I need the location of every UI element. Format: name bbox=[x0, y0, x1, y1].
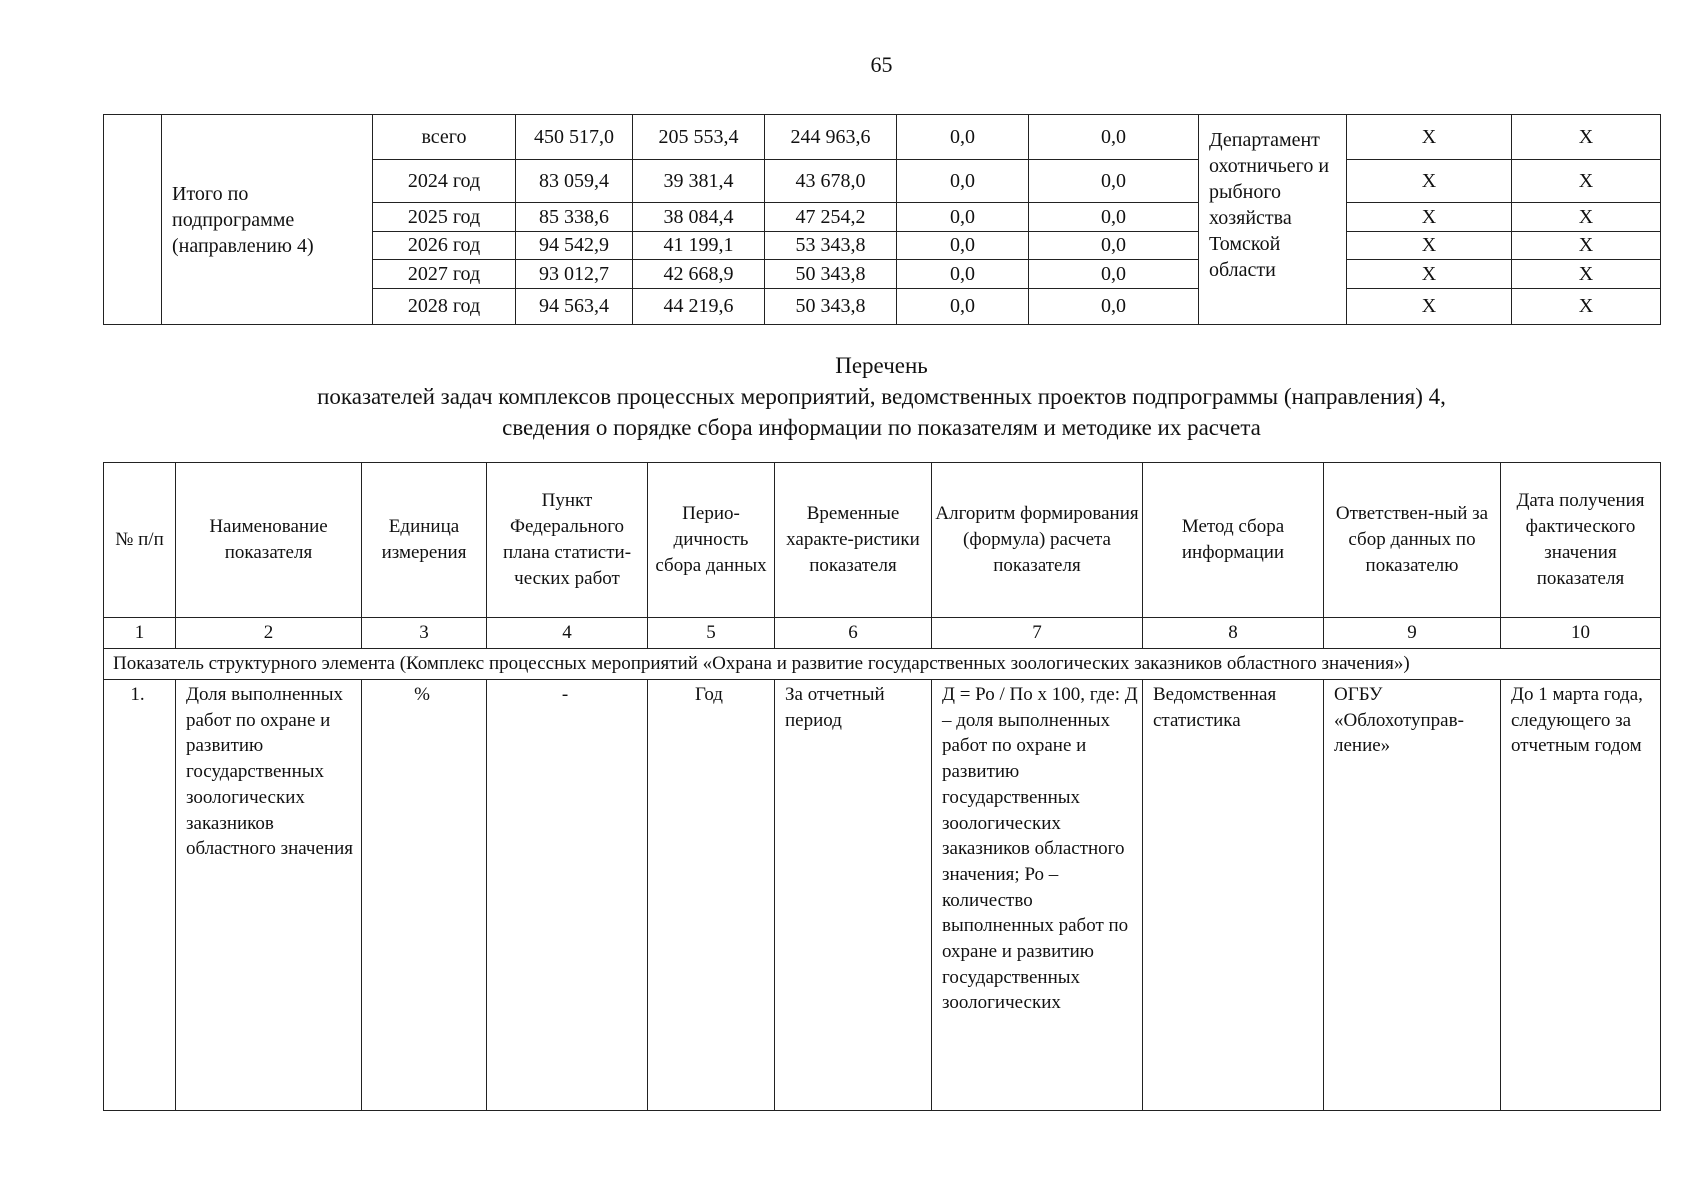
plan-item-cell: - bbox=[487, 680, 648, 1111]
periodicity-cell: Год bbox=[648, 680, 775, 1111]
department-cell: Департамент охотничьего и рыбного хозяйства Томской области bbox=[1199, 115, 1347, 325]
value-cell: 53 343,8 bbox=[765, 232, 897, 260]
empty-number-cell bbox=[104, 115, 162, 325]
header-method: Метод сбора информации bbox=[1143, 463, 1324, 618]
column-number: 1 bbox=[104, 618, 176, 649]
value-cell: 0,0 bbox=[1029, 260, 1199, 289]
column-number: 6 bbox=[775, 618, 932, 649]
value-cell: 0,0 bbox=[1029, 232, 1199, 260]
period-cell: 2028 год bbox=[373, 289, 516, 325]
value-cell: 0,0 bbox=[897, 203, 1029, 232]
value-cell: 50 343,8 bbox=[765, 260, 897, 289]
header-time-characteristics: Временные характе-ристики показателя bbox=[775, 463, 932, 618]
x-cell: X bbox=[1347, 232, 1512, 260]
time-characteristics-cell: За отчетный период bbox=[775, 680, 932, 1111]
value-cell: 0,0 bbox=[897, 289, 1029, 325]
column-number: 3 bbox=[362, 618, 487, 649]
column-number: 9 bbox=[1324, 618, 1501, 649]
column-number: 7 bbox=[932, 618, 1143, 649]
x-cell: X bbox=[1512, 289, 1661, 325]
x-cell: X bbox=[1347, 289, 1512, 325]
header-name: Наименование показателя bbox=[176, 463, 362, 618]
value-cell: 0,0 bbox=[1029, 203, 1199, 232]
title-line-2: показателей задач комплексов процессных мероприятий, ведомственных проектов подпрограммы (направления) 4, bbox=[317, 384, 1446, 409]
value-cell: 244 963,6 bbox=[765, 115, 897, 160]
column-number: 10 bbox=[1501, 618, 1661, 649]
column-number: 8 bbox=[1143, 618, 1324, 649]
value-cell: 47 254,2 bbox=[765, 203, 897, 232]
value-cell: 39 381,4 bbox=[633, 160, 765, 203]
value-cell: 94 563,4 bbox=[516, 289, 633, 325]
value-cell: 83 059,4 bbox=[516, 160, 633, 203]
header-formula: Алгоритм формирования (формула) расчета показателя bbox=[932, 463, 1143, 618]
value-cell: 94 542,9 bbox=[516, 232, 633, 260]
value-cell: 41 199,1 bbox=[633, 232, 765, 260]
period-cell: всего bbox=[373, 115, 516, 160]
page-number: 65 bbox=[870, 52, 893, 77]
value-cell: 205 553,4 bbox=[633, 115, 765, 160]
period-cell: 2024 год bbox=[373, 160, 516, 203]
period-cell: 2026 год bbox=[373, 232, 516, 260]
column-number: 5 bbox=[648, 618, 775, 649]
section-row: Показатель структурного элемента (Комплекс процессных мероприятий «Охрана и развитие государственных зоологических заказников областного значения») bbox=[104, 649, 1661, 680]
header-number: № п/п bbox=[104, 463, 176, 618]
x-cell: X bbox=[1512, 260, 1661, 289]
indicator-name: Доля выполненных работ по охране и развитию государственных зоологических заказников областного значения bbox=[176, 680, 362, 1111]
value-cell: 85 338,6 bbox=[516, 203, 633, 232]
x-cell: X bbox=[1512, 115, 1661, 160]
header-date: Дата получения фактического значения показателя bbox=[1501, 463, 1661, 618]
value-cell: 0,0 bbox=[1029, 115, 1199, 160]
indicator-table bbox=[103, 462, 1661, 1111]
header-plan-item: Пункт Федерального плана статисти-ческих работ bbox=[487, 463, 648, 618]
value-cell: 0,0 bbox=[897, 260, 1029, 289]
value-cell: 0,0 bbox=[897, 115, 1029, 160]
subprogram-total-table bbox=[103, 114, 1661, 325]
period-cell: 2025 год bbox=[373, 203, 516, 232]
value-cell: 0,0 bbox=[1029, 160, 1199, 203]
formula-cell: Д = Ро / По х 100, где: Д – доля выполненных работ по охране и развитию государственных зоологических заказников областного значения; Ро – количество выполненных работ по охране и развитию государственных зоологических bbox=[932, 680, 1143, 1111]
value-cell: 0,0 bbox=[897, 232, 1029, 260]
x-cell: X bbox=[1512, 232, 1661, 260]
header-unit: Единица измерения bbox=[362, 463, 487, 618]
x-cell: X bbox=[1512, 203, 1661, 232]
section-title bbox=[103, 350, 1660, 443]
value-cell: 93 012,7 bbox=[516, 260, 633, 289]
value-cell: 38 084,4 bbox=[633, 203, 765, 232]
x-cell: X bbox=[1347, 203, 1512, 232]
header-responsible: Ответствен-ный за сбор данных по показателю bbox=[1324, 463, 1501, 618]
method-cell: Ведомственная статистика bbox=[1143, 680, 1324, 1111]
total-label: Итого по подпрограмме (направлению 4) bbox=[162, 115, 373, 325]
value-cell: 50 343,8 bbox=[765, 289, 897, 325]
value-cell: 0,0 bbox=[897, 160, 1029, 203]
date-cell: До 1 марта года, следующего за отчетным годом bbox=[1501, 680, 1661, 1111]
unit-cell: % bbox=[362, 680, 487, 1111]
value-cell: 42 668,9 bbox=[633, 260, 765, 289]
header-periodicity: Перио-дичность сбора данных bbox=[648, 463, 775, 618]
period-cell: 2027 год bbox=[373, 260, 516, 289]
value-cell: 43 678,0 bbox=[765, 160, 897, 203]
x-cell: X bbox=[1347, 260, 1512, 289]
value-cell: 0,0 bbox=[1029, 289, 1199, 325]
x-cell: X bbox=[1512, 160, 1661, 203]
column-number: 2 bbox=[176, 618, 362, 649]
x-cell: X bbox=[1347, 160, 1512, 203]
column-number: 4 bbox=[487, 618, 648, 649]
title-line-3: сведения о порядке сбора информации по показателям и методике их расчета bbox=[502, 415, 1261, 440]
table-row bbox=[104, 680, 1661, 1111]
value-cell: 450 517,0 bbox=[516, 115, 633, 160]
title-line-1: Перечень bbox=[835, 353, 928, 378]
responsible-cell: ОГБУ «Облохотуправ-ление» bbox=[1324, 680, 1501, 1111]
value-cell: 44 219,6 bbox=[633, 289, 765, 325]
x-cell: X bbox=[1347, 115, 1512, 160]
row-number: 1. bbox=[104, 680, 176, 1111]
